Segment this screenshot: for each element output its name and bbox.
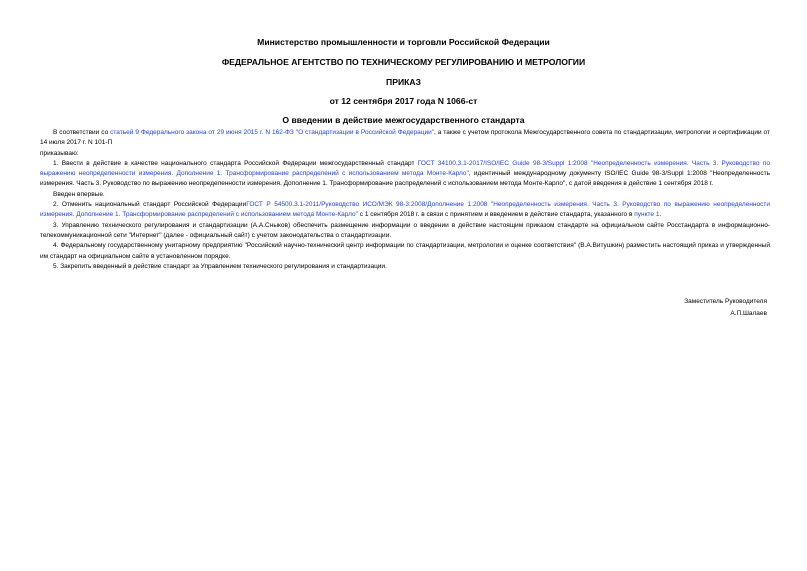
introduced-first-note: Введен впервые. bbox=[53, 190, 105, 198]
agency-heading: ФЕДЕРАЛЬНОЕ АГЕНТСТВО ПО ТЕХНИЧЕСКОМУ РЕГУЛИРОВАНИЮ И МЕТРОЛОГИИ bbox=[221, 57, 586, 67]
document-title: О введении в действие межгосударственного стандарта bbox=[282, 115, 525, 125]
ministry-heading: Министерство промышленности и торговли Российской Федерации bbox=[257, 37, 550, 47]
federal-law-link[interactable]: статьей 9 Федерального закона от 29 июня 2015 г. N 162-ФЗ "О стандартизации в Российской Федерации" bbox=[110, 129, 435, 136]
item-2-paragraph bbox=[40, 200, 770, 221]
signatory-name: А.П.Шалаев bbox=[730, 310, 767, 317]
point-1-link[interactable]: пункте 1 bbox=[634, 211, 660, 219]
item-1-text-1: 1. Ввести в действие в качестве национального стандарта Российской Федерации межгосударственный стандарт bbox=[53, 159, 418, 167]
intro-paragraph bbox=[40, 128, 770, 149]
item-4-paragraph: 4. Федеральному государственному унитарному предприятию "Российский научно-технический центр информации по стандартизации, метрологии и оценке соответствия" (В.А.Витушкин) разместить настоящий приказ и утвержденный им стандарт на официальном сайте в установленном порядке. bbox=[40, 242, 770, 260]
item-3-paragraph: 3. Управлению технического регулирования и стандартизации (А.А.Сныков) обеспечить размещение информации о введении в действие настоящим приказом стандарте на официальном сайте Росстандарта в информационно-телекоммуникационной сети "Интернет" (далее - официальный сайт) с учетом законодательства о стандартизации. bbox=[40, 221, 770, 239]
item-1-text-2: , идентичный международному документу ISO/IEC Guide 98-3/Suppl 1:2008 "Неопределенность измерения. Часть 3. Руководство по выражению неопределенности измерения. Дополнение 1. Трансформирование распределений с использованием метода Монте-Карло", с датой введения в действие 1 сентября 2018 г. bbox=[40, 170, 770, 188]
item-1-paragraph bbox=[40, 159, 770, 190]
doc-type-heading: ПРИКАЗ bbox=[386, 77, 421, 87]
date-number-heading: от 12 сентября 2017 года N 1066-ст bbox=[329, 96, 478, 106]
item-2-text-2: с 1 сентября 2018 г. в связи с принятием и введением в действие стандарта, указанного в bbox=[357, 211, 635, 219]
gost-r-54500-link[interactable]: ГОСТ Р 54500.3.1-2011/Руководство ИСО/МЭК 98-3:2008/Дополнение 1:2008 "Неопределенность измерения. Часть 3. Руководство по выражению неопределенности измерения. Дополнение 1. Трансформирование распределений с использованием метода Монте-Карло" bbox=[40, 201, 770, 219]
signatory-position: Заместитель Руководителя bbox=[684, 298, 767, 305]
document-body bbox=[40, 128, 770, 272]
item-2-text-3: . bbox=[659, 211, 662, 219]
intro-text-2: , а также с учетом протокола Межгосударственного совета по стандартизации, метрологии и сертификации от 14 июля 2017 г. N 101-П bbox=[40, 129, 770, 147]
order-word: приказываю: bbox=[40, 149, 79, 157]
intro-text-1: В соответствии со bbox=[53, 129, 111, 136]
item-2-text-1: 2. Отменить национальный стандарт Российской Федерации bbox=[53, 201, 247, 209]
gost-34100-link[interactable]: ГОСТ 34100.3.1-2017/ISO/IEC Guide 98-3/Suppl 1:2008 "Неопределенность измерения. Часть 3. Руководство по выражению неопределенности измерения. Дополнение 1. Трансформирование распределений с использованием метода Монте-Карло" bbox=[40, 159, 770, 178]
item-5-paragraph: 5. Закрепить введенный в действие стандарт за Управлением технического регулирования и стандартизации. bbox=[53, 262, 387, 270]
